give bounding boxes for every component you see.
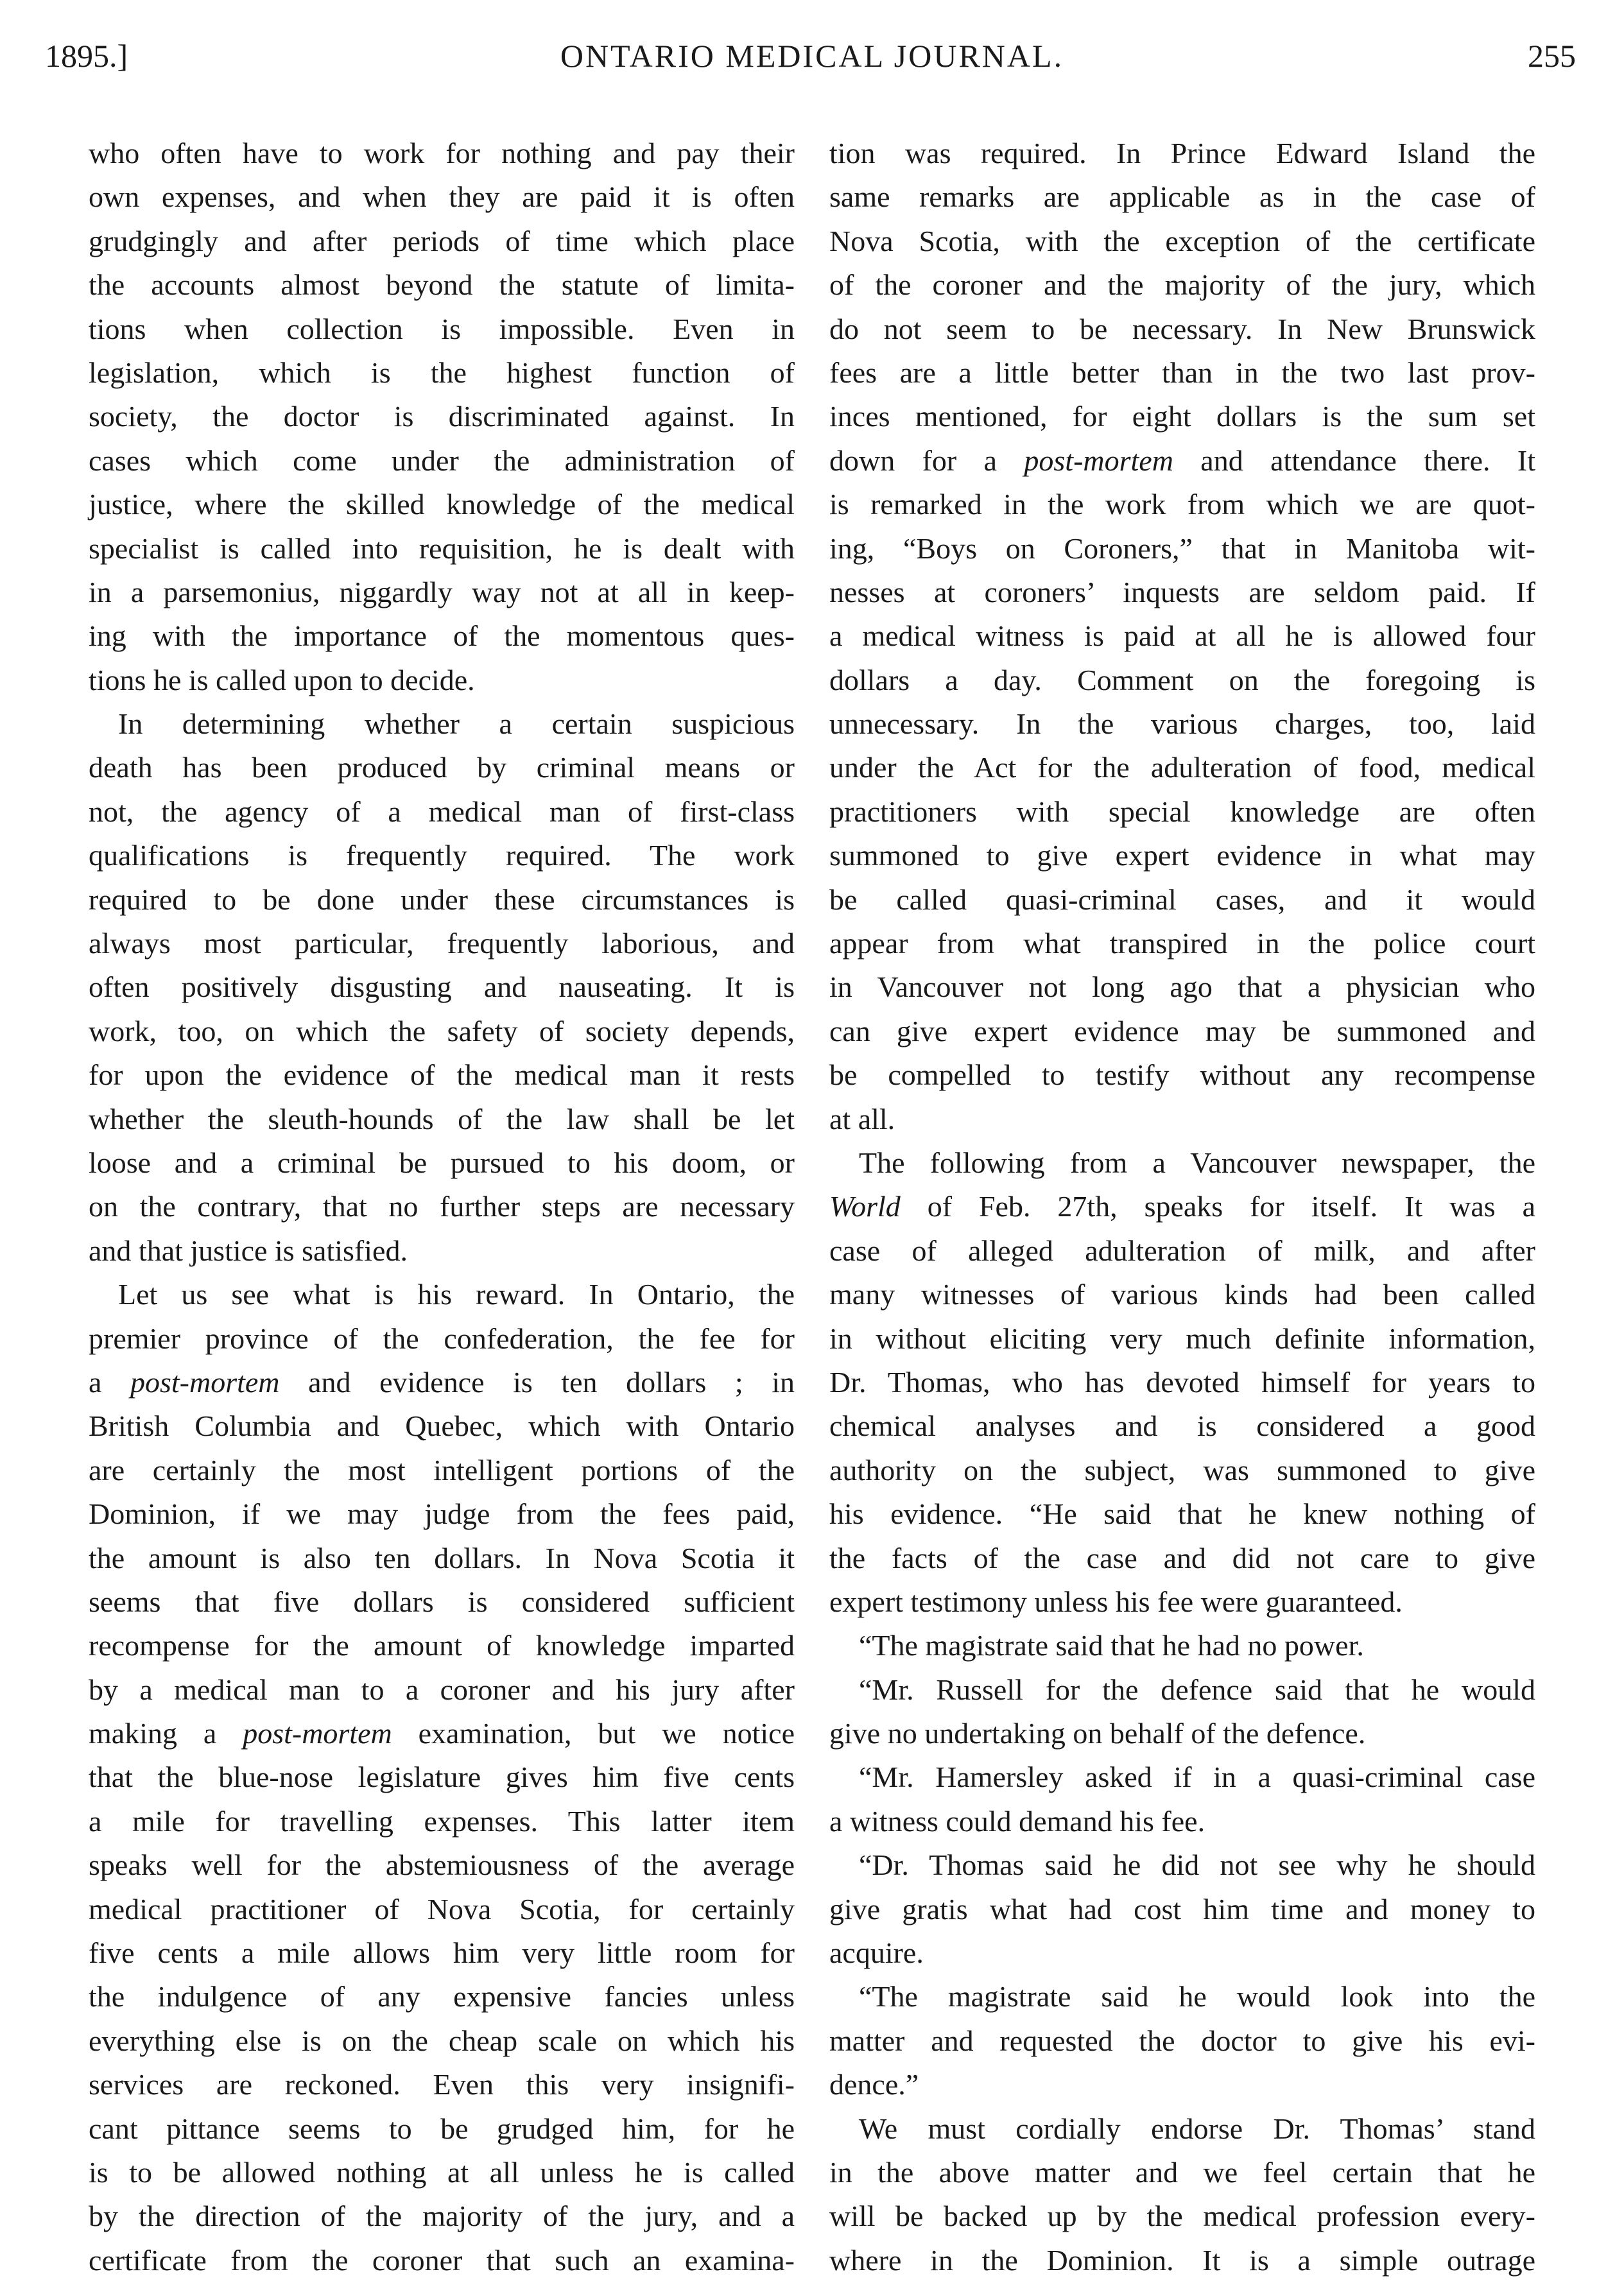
text-line: Nova Scotia, with the exception of the certificate [829,224,1535,257]
text-line: are certainly the most intelligent portions of the [89,1453,795,1486]
text-line: “The magistrate said that he had no power. [859,1629,1364,1662]
text-line: cant pittance seems to be grudged him, for he [89,2112,795,2145]
text-line [89,1712,795,1755]
paragraph [829,1624,1535,1667]
text-line: premier province of the confederation, the fee for [89,1322,795,1355]
paragraph [829,1843,1535,1975]
text-line: at all. [829,1102,895,1135]
paragraph [829,1755,1535,1843]
text-line: services are reckoned. Even this very insignifi- [89,2068,795,2101]
text-line: tion was required. In Prince Edward Island the [829,137,1535,169]
text-line: many witnesses of various kinds had been called [829,1278,1535,1311]
paragraph [829,1141,1535,1624]
text-line: society, the doctor is discriminated against. In [89,400,795,433]
running-header [0,37,1624,82]
text-line: specialist is called into requisition, he is dealt with [89,531,795,565]
paragraph [89,702,795,1273]
text-line: of the coroner and the majority of the jury, which [829,268,1535,302]
header-year: 1895.] [45,38,128,74]
text-line: work, too, on which the safety of society depends, [89,1014,795,1047]
italic-term: World [829,1190,901,1223]
text-line: The following from a Vancouver newspaper, the [859,1146,1535,1179]
text-line: “Dr. Thomas said he did not see why he should [859,1848,1535,1882]
text-line: speaks well for the abstemiousness of the average [89,1848,795,1882]
text-segment: of Feb. 27th, speaks for itself. It was a [900,1190,1535,1223]
text-segment: and attendance there. It [1173,444,1536,477]
text-line: the amount is also ten dollars. In Nova Scotia it [89,1541,795,1574]
text-line: cases which come under the administration of [89,444,795,477]
text-line: on the contrary, that no further steps are necessary [89,1190,795,1223]
text-line: “The magistrate said he would look into the [859,1980,1535,2013]
text-line: and that justice is satisfied. [89,1234,408,1267]
text-line: death has been produced by criminal means or [89,751,795,784]
text-line: “Mr. Russell for the defence said that he would [859,1673,1535,1706]
text-line: seems that five dollars is considered sufficient [89,1585,795,1618]
text-line: not, the agency of a medical man of first-class [89,795,795,828]
text-segment: making a [89,1717,243,1750]
text-line: is remarked in the work from which we are quot- [829,488,1535,521]
paragraph [89,1273,795,2282]
left-column [89,132,795,2282]
text-line: for upon the evidence of the medical man it rests [89,1058,795,1092]
text-line: his evidence. “He said that he knew nothing of [829,1497,1535,1531]
text-line: unnecessary. In the various charges, too, laid [829,707,1535,741]
text-line: nesses at coroners’ inquests are seldom paid. If [829,575,1535,608]
text-line: case of alleged adulteration of milk, and after [829,1234,1535,1267]
text-segment: examination, but we notice [392,1717,795,1750]
text-line: expert testimony unless his fee were guaranteed. [829,1585,1403,1618]
text-line: give gratis what had cost him time and money to [829,1892,1535,1925]
text-line: legislation, which is the highest function of [89,356,795,389]
text-line: British Columbia and Quebec, which with Ontario [89,1409,795,1443]
text-line: chemical analyses and is considered a good [829,1409,1535,1443]
text-line: where in the Dominion. It is a simple outrage [829,2243,1535,2277]
text-line: tions when collection is impossible. Even in [89,312,795,345]
text-line: Dominion, if we may judge from the fees paid, [89,1497,795,1531]
text-line: appear from what transpired in the police court [829,927,1535,960]
paragraph [89,132,795,702]
text-line: “Mr. Hamersley asked if in a quasi-criminal case [859,1761,1535,1794]
text-line: five cents a mile allows him very little room for [89,1936,795,1970]
text-line: in without eliciting very much definite information, [829,1322,1535,1355]
right-column [829,132,1535,2282]
text-line: often positively disgusting and nauseating. It is [89,970,795,1004]
text-line: will be backed up by the medical profession every- [829,2200,1535,2233]
text-line: fees are a little better than in the two last prov- [829,356,1535,389]
text-line: the indulgence of any expensive fancies unless [89,1980,795,2013]
text-line [89,1361,795,1404]
text-segment: a [89,1365,130,1399]
text-line: that the blue-nose legislature gives him five cents [89,1761,795,1794]
paragraph [829,1668,1535,1756]
page-number: 255 [1528,38,1576,74]
italic-term: post-mortem [243,1717,392,1750]
text-line: a medical witness is paid at all he is allowed four [829,619,1535,653]
text-line: whether the sleuth-hounds of the law shall be let [89,1102,795,1135]
text-line: inces mentioned, for eight dollars is the sum set [829,400,1535,433]
text-line: tions he is called upon to decide. [89,663,475,696]
text-line: certificate from the coroner that such an examina- [89,2243,795,2277]
text-line: in a parsemonius, niggardly way not at all in keep- [89,575,795,608]
text-line: ing, “Boys on Coroners,” that in Manitoba wit- [829,531,1535,565]
text-line: acquire. [829,1936,924,1970]
paragraph [829,132,1535,1141]
text-line: qualifications is frequently required. The work [89,839,795,872]
text-line: a witness could demand his fee. [829,1804,1205,1838]
text-line: be called quasi-criminal cases, and it would [829,883,1535,916]
text-line: can give expert evidence may be summoned and [829,1014,1535,1047]
text-line: in Vancouver not long ago that a physician who [829,970,1535,1004]
text-line: in the above matter and we feel certain that he [829,2155,1535,2189]
text-line: practitioners with special knowledge are often [829,795,1535,828]
text-line: by the direction of the majority of the jury, and a [89,2200,795,2233]
text-line: required to be done under these circumstances is [89,883,795,916]
text-line: Dr. Thomas, who has devoted himself for years to [829,1365,1535,1399]
text-line: same remarks are applicable as in the case of [829,180,1535,214]
text-line: be compelled to testify without any recompense [829,1058,1535,1092]
text-line: who often have to work for nothing and pay their [89,137,795,169]
text-segment: and evidence is ten dollars ; in [279,1365,795,1399]
paragraph [829,1975,1535,2106]
italic-term: post-mortem [130,1365,280,1399]
text-line: under the Act for the adulteration of food, medical [829,751,1535,784]
text-line: summoned to give expert evidence in what may [829,839,1535,872]
text-line: a mile for travelling expenses. This latter item [89,1804,795,1838]
text-line: dollars a day. Comment on the foregoing is [829,663,1535,696]
text-line: give no undertaking on behalf of the defence. [829,1717,1366,1750]
italic-term: post-mortem [1024,444,1173,477]
text-segment: down for a [829,444,1024,477]
journal-title: ONTARIO MEDICAL JOURNAL. [560,38,1064,74]
text-line: justice, where the skilled knowledge of the medical [89,488,795,521]
text-line: is to be allowed nothing at all unless he is called [89,2155,795,2189]
text-line: the facts of the case and did not care to give [829,1541,1535,1574]
text-line: by a medical man to a coroner and his jury after [89,1673,795,1706]
text-line: everything else is on the cheap scale on which his [89,2024,795,2057]
text-line: medical practitioner of Nova Scotia, for certainly [89,1892,795,1925]
text-line [829,1185,1535,1228]
text-line: dence.” [829,2068,919,2101]
text-line: ing with the importance of the momentous ques- [89,619,795,653]
text-line: loose and a criminal be pursued to his doom, or [89,1146,795,1179]
text-line: In determining whether a certain suspicious [118,707,795,741]
text-line: do not seem to be necessary. In New Brunswick [829,312,1535,345]
text-line: authority on the subject, was summoned to give [829,1453,1535,1486]
text-line [829,439,1535,483]
text-line: the accounts almost beyond the statute of limita- [89,268,795,302]
text-line: always most particular, frequently laborious, and [89,927,795,960]
text-line: Let us see what is his reward. In Ontario, the [118,1278,795,1311]
text-line: recompense for the amount of knowledge imparted [89,1629,795,1662]
text-line: own expenses, and when they are paid it is often [89,180,795,214]
text-line: We must cordially endorse Dr. Thomas’ stand [859,2112,1535,2145]
text-line: grudgingly and after periods of time which place [89,224,795,257]
paragraph [829,2107,1535,2283]
text-line: matter and requested the doctor to give his evi- [829,2024,1535,2057]
